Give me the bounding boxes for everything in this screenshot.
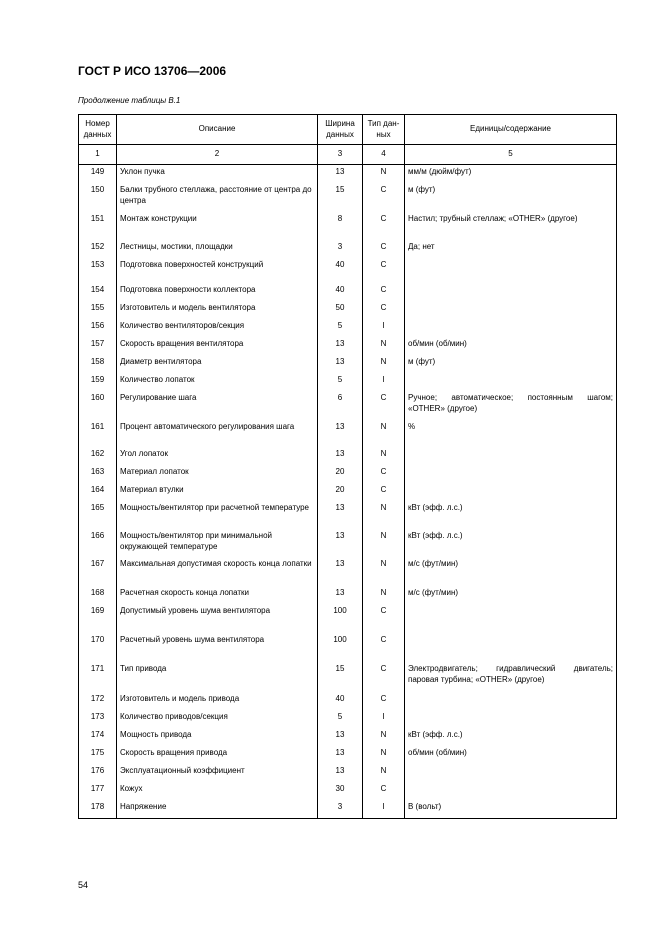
cell-type: C: [363, 258, 405, 283]
cell-width: 3: [318, 240, 363, 258]
data-table: [78, 114, 617, 819]
table-row: [79, 447, 617, 465]
cell-type: C: [363, 633, 405, 662]
cell-number: 167: [79, 557, 117, 586]
cell-type: N: [363, 501, 405, 529]
table-row: [79, 662, 617, 692]
cell-number: 169: [79, 604, 117, 633]
cell-units: [405, 447, 617, 465]
cell-number: 155: [79, 301, 117, 319]
table-row: [79, 240, 617, 258]
column-number-row: [79, 145, 617, 165]
cell-description: Расчетный уровень шума вентилятора: [117, 633, 318, 662]
cell-description: Процент автоматического регулирования шага: [117, 420, 318, 447]
table-row: [79, 529, 617, 557]
table-row: [79, 746, 617, 764]
table-row: [79, 557, 617, 586]
column-number: 3: [318, 145, 363, 165]
cell-units: Настил; трубный стеллаж; «OTHER» (другое): [405, 212, 617, 240]
cell-type: I: [363, 800, 405, 819]
cell-width: 30: [318, 782, 363, 800]
cell-units: [405, 710, 617, 728]
table-row: [79, 633, 617, 662]
cell-units: [405, 319, 617, 337]
cell-description: Лестницы, мостики, площадки: [117, 240, 318, 258]
cell-width: 3: [318, 800, 363, 819]
cell-width: 13: [318, 420, 363, 447]
column-header-units: Единицы/содержание: [405, 115, 617, 145]
cell-type: C: [363, 662, 405, 692]
column-header-width: Ширина данных: [318, 115, 363, 145]
cell-width: 13: [318, 355, 363, 373]
cell-units: м/с (фут/мин): [405, 586, 617, 604]
cell-number: 175: [79, 746, 117, 764]
cell-units: Ручное; автоматическое; постоянным шагом; «OTHER» (другое): [405, 391, 617, 420]
cell-type: N: [363, 447, 405, 465]
cell-width: 20: [318, 465, 363, 483]
cell-number: 178: [79, 800, 117, 819]
cell-description: Скорость вращения привода: [117, 746, 318, 764]
cell-width: 13: [318, 447, 363, 465]
table-row: [79, 420, 617, 447]
table-row: [79, 355, 617, 373]
cell-type: C: [363, 483, 405, 501]
cell-description: Тип привода: [117, 662, 318, 692]
cell-number: 151: [79, 212, 117, 240]
column-number: 2: [117, 145, 318, 165]
cell-width: 6: [318, 391, 363, 420]
cell-units: м (фут): [405, 355, 617, 373]
cell-units: м (фут): [405, 183, 617, 212]
cell-width: 13: [318, 728, 363, 746]
cell-type: C: [363, 604, 405, 633]
cell-number: 164: [79, 483, 117, 501]
cell-width: 40: [318, 283, 363, 301]
cell-description: Уклон пучка: [117, 165, 318, 184]
cell-description: Эксплуатационный коэффициент: [117, 764, 318, 782]
cell-width: 100: [318, 604, 363, 633]
column-number: 5: [405, 145, 617, 165]
cell-units: [405, 283, 617, 301]
cell-units: кВт (эфф. л.с.): [405, 728, 617, 746]
cell-number: 176: [79, 764, 117, 782]
cell-units: [405, 301, 617, 319]
cell-description: Монтаж конструкции: [117, 212, 318, 240]
cell-type: C: [363, 465, 405, 483]
cell-type: I: [363, 373, 405, 391]
table-row: [79, 586, 617, 604]
cell-description: Подготовка поверхностей конструкций: [117, 258, 318, 283]
cell-description: Подготовка поверхности коллектора: [117, 283, 318, 301]
cell-width: 50: [318, 301, 363, 319]
cell-number: 156: [79, 319, 117, 337]
cell-number: 173: [79, 710, 117, 728]
cell-number: 162: [79, 447, 117, 465]
cell-number: 172: [79, 692, 117, 710]
cell-units: В (вольт): [405, 800, 617, 819]
table-row: [79, 501, 617, 529]
cell-type: C: [363, 391, 405, 420]
cell-type: C: [363, 212, 405, 240]
cell-number: 158: [79, 355, 117, 373]
cell-description: Количество приводов/секция: [117, 710, 318, 728]
cell-width: 13: [318, 746, 363, 764]
table-row: [79, 373, 617, 391]
cell-width: 40: [318, 692, 363, 710]
cell-units: кВт (эфф. л.с.): [405, 529, 617, 557]
table-row: [79, 165, 617, 184]
cell-number: 150: [79, 183, 117, 212]
cell-type: C: [363, 692, 405, 710]
cell-units: об/мин (об/мин): [405, 337, 617, 355]
cell-units: [405, 692, 617, 710]
cell-description: Изготовитель и модель привода: [117, 692, 318, 710]
cell-number: 170: [79, 633, 117, 662]
cell-description: Материал втулки: [117, 483, 318, 501]
table-row: [79, 391, 617, 420]
cell-description: Кожух: [117, 782, 318, 800]
cell-type: I: [363, 319, 405, 337]
cell-type: N: [363, 529, 405, 557]
cell-description: Мощность/вентилятор при расчетной температуре: [117, 501, 318, 529]
cell-type: N: [363, 746, 405, 764]
cell-number: 154: [79, 283, 117, 301]
cell-description: Максимальная допустимая скорость конца лопатки: [117, 557, 318, 586]
cell-description: Допустимый уровень шума вентилятора: [117, 604, 318, 633]
cell-units: кВт (эфф. л.с.): [405, 501, 617, 529]
cell-units: [405, 373, 617, 391]
table-row: [79, 604, 617, 633]
cell-number: 171: [79, 662, 117, 692]
column-header-description: Описание: [117, 115, 318, 145]
cell-description: Расчетная скорость конца лопатки: [117, 586, 318, 604]
cell-type: N: [363, 165, 405, 184]
table-row: [79, 319, 617, 337]
cell-width: 13: [318, 764, 363, 782]
cell-type: N: [363, 586, 405, 604]
cell-width: 13: [318, 557, 363, 586]
cell-type: N: [363, 420, 405, 447]
table-row: [79, 283, 617, 301]
table-row: [79, 800, 617, 819]
cell-width: 13: [318, 337, 363, 355]
table-row: [79, 301, 617, 319]
cell-type: N: [363, 337, 405, 355]
cell-units: об/мин (об/мин): [405, 746, 617, 764]
cell-description: Скорость вращения вентилятора: [117, 337, 318, 355]
cell-width: 13: [318, 501, 363, 529]
table-row: [79, 465, 617, 483]
cell-type: N: [363, 728, 405, 746]
cell-width: 5: [318, 373, 363, 391]
column-number: 1: [79, 145, 117, 165]
cell-number: 160: [79, 391, 117, 420]
cell-description: Изготовитель и модель вентилятора: [117, 301, 318, 319]
cell-width: 13: [318, 529, 363, 557]
cell-description: Количество лопаток: [117, 373, 318, 391]
cell-type: N: [363, 355, 405, 373]
cell-number: 153: [79, 258, 117, 283]
table-row: [79, 212, 617, 240]
cell-units: [405, 633, 617, 662]
cell-description: Диаметр вентилятора: [117, 355, 318, 373]
cell-number: 159: [79, 373, 117, 391]
cell-number: 174: [79, 728, 117, 746]
cell-number: 152: [79, 240, 117, 258]
cell-width: 13: [318, 165, 363, 184]
cell-description: Угол лопаток: [117, 447, 318, 465]
table-header-row: [79, 115, 617, 145]
cell-type: I: [363, 710, 405, 728]
cell-number: 157: [79, 337, 117, 355]
cell-type: C: [363, 782, 405, 800]
cell-number: 163: [79, 465, 117, 483]
cell-units: Электродвигатель; гидравлический двигатель; паровая турбина; «OTHER» (другое): [405, 662, 617, 692]
cell-units: %: [405, 420, 617, 447]
cell-type: C: [363, 301, 405, 319]
column-number: 4: [363, 145, 405, 165]
cell-width: 5: [318, 710, 363, 728]
cell-description: Напряжение: [117, 800, 318, 819]
table-body: [79, 165, 617, 819]
table-row: [79, 483, 617, 501]
cell-number: 165: [79, 501, 117, 529]
cell-type: C: [363, 240, 405, 258]
cell-units: [405, 465, 617, 483]
table-row: [79, 710, 617, 728]
cell-units: мм/м (дюйм/фут): [405, 165, 617, 184]
cell-description: Регулирование шага: [117, 391, 318, 420]
cell-description: Количество вентиляторов/секция: [117, 319, 318, 337]
cell-width: 5: [318, 319, 363, 337]
cell-type: C: [363, 183, 405, 212]
cell-number: 161: [79, 420, 117, 447]
cell-units: [405, 483, 617, 501]
cell-units: [405, 258, 617, 283]
column-header-number: Номер данных: [79, 115, 117, 145]
cell-number: 149: [79, 165, 117, 184]
table-row: [79, 728, 617, 746]
cell-width: 8: [318, 212, 363, 240]
cell-width: 20: [318, 483, 363, 501]
cell-type: N: [363, 557, 405, 586]
cell-units: Да; нет: [405, 240, 617, 258]
cell-number: 177: [79, 782, 117, 800]
table-row: [79, 337, 617, 355]
cell-width: 40: [318, 258, 363, 283]
table-row: [79, 258, 617, 283]
cell-width: 15: [318, 183, 363, 212]
cell-description: Материал лопаток: [117, 465, 318, 483]
column-header-type: Тип данных: [363, 115, 405, 145]
cell-type: N: [363, 764, 405, 782]
cell-description: Мощность привода: [117, 728, 318, 746]
cell-description: Мощность/вентилятор при минимальной окружающей температуре: [117, 529, 318, 557]
cell-units: [405, 604, 617, 633]
table-continuation-caption: Продолжение таблицы В.1: [78, 96, 181, 105]
cell-units: [405, 764, 617, 782]
cell-width: 15: [318, 662, 363, 692]
cell-width: 100: [318, 633, 363, 662]
cell-type: C: [363, 283, 405, 301]
cell-width: 13: [318, 586, 363, 604]
cell-units: м/с (фут/мин): [405, 557, 617, 586]
table-row: [79, 782, 617, 800]
document-title: ГОСТ Р ИСО 13706—2006: [78, 64, 227, 78]
cell-number: 166: [79, 529, 117, 557]
cell-number: 168: [79, 586, 117, 604]
cell-description: Балки трубного стеллажа, расстояние от центра до центра: [117, 183, 318, 212]
table-row: [79, 764, 617, 782]
cell-units: [405, 782, 617, 800]
page-number: 54: [78, 880, 89, 890]
table-row: [79, 183, 617, 212]
table-row: [79, 692, 617, 710]
